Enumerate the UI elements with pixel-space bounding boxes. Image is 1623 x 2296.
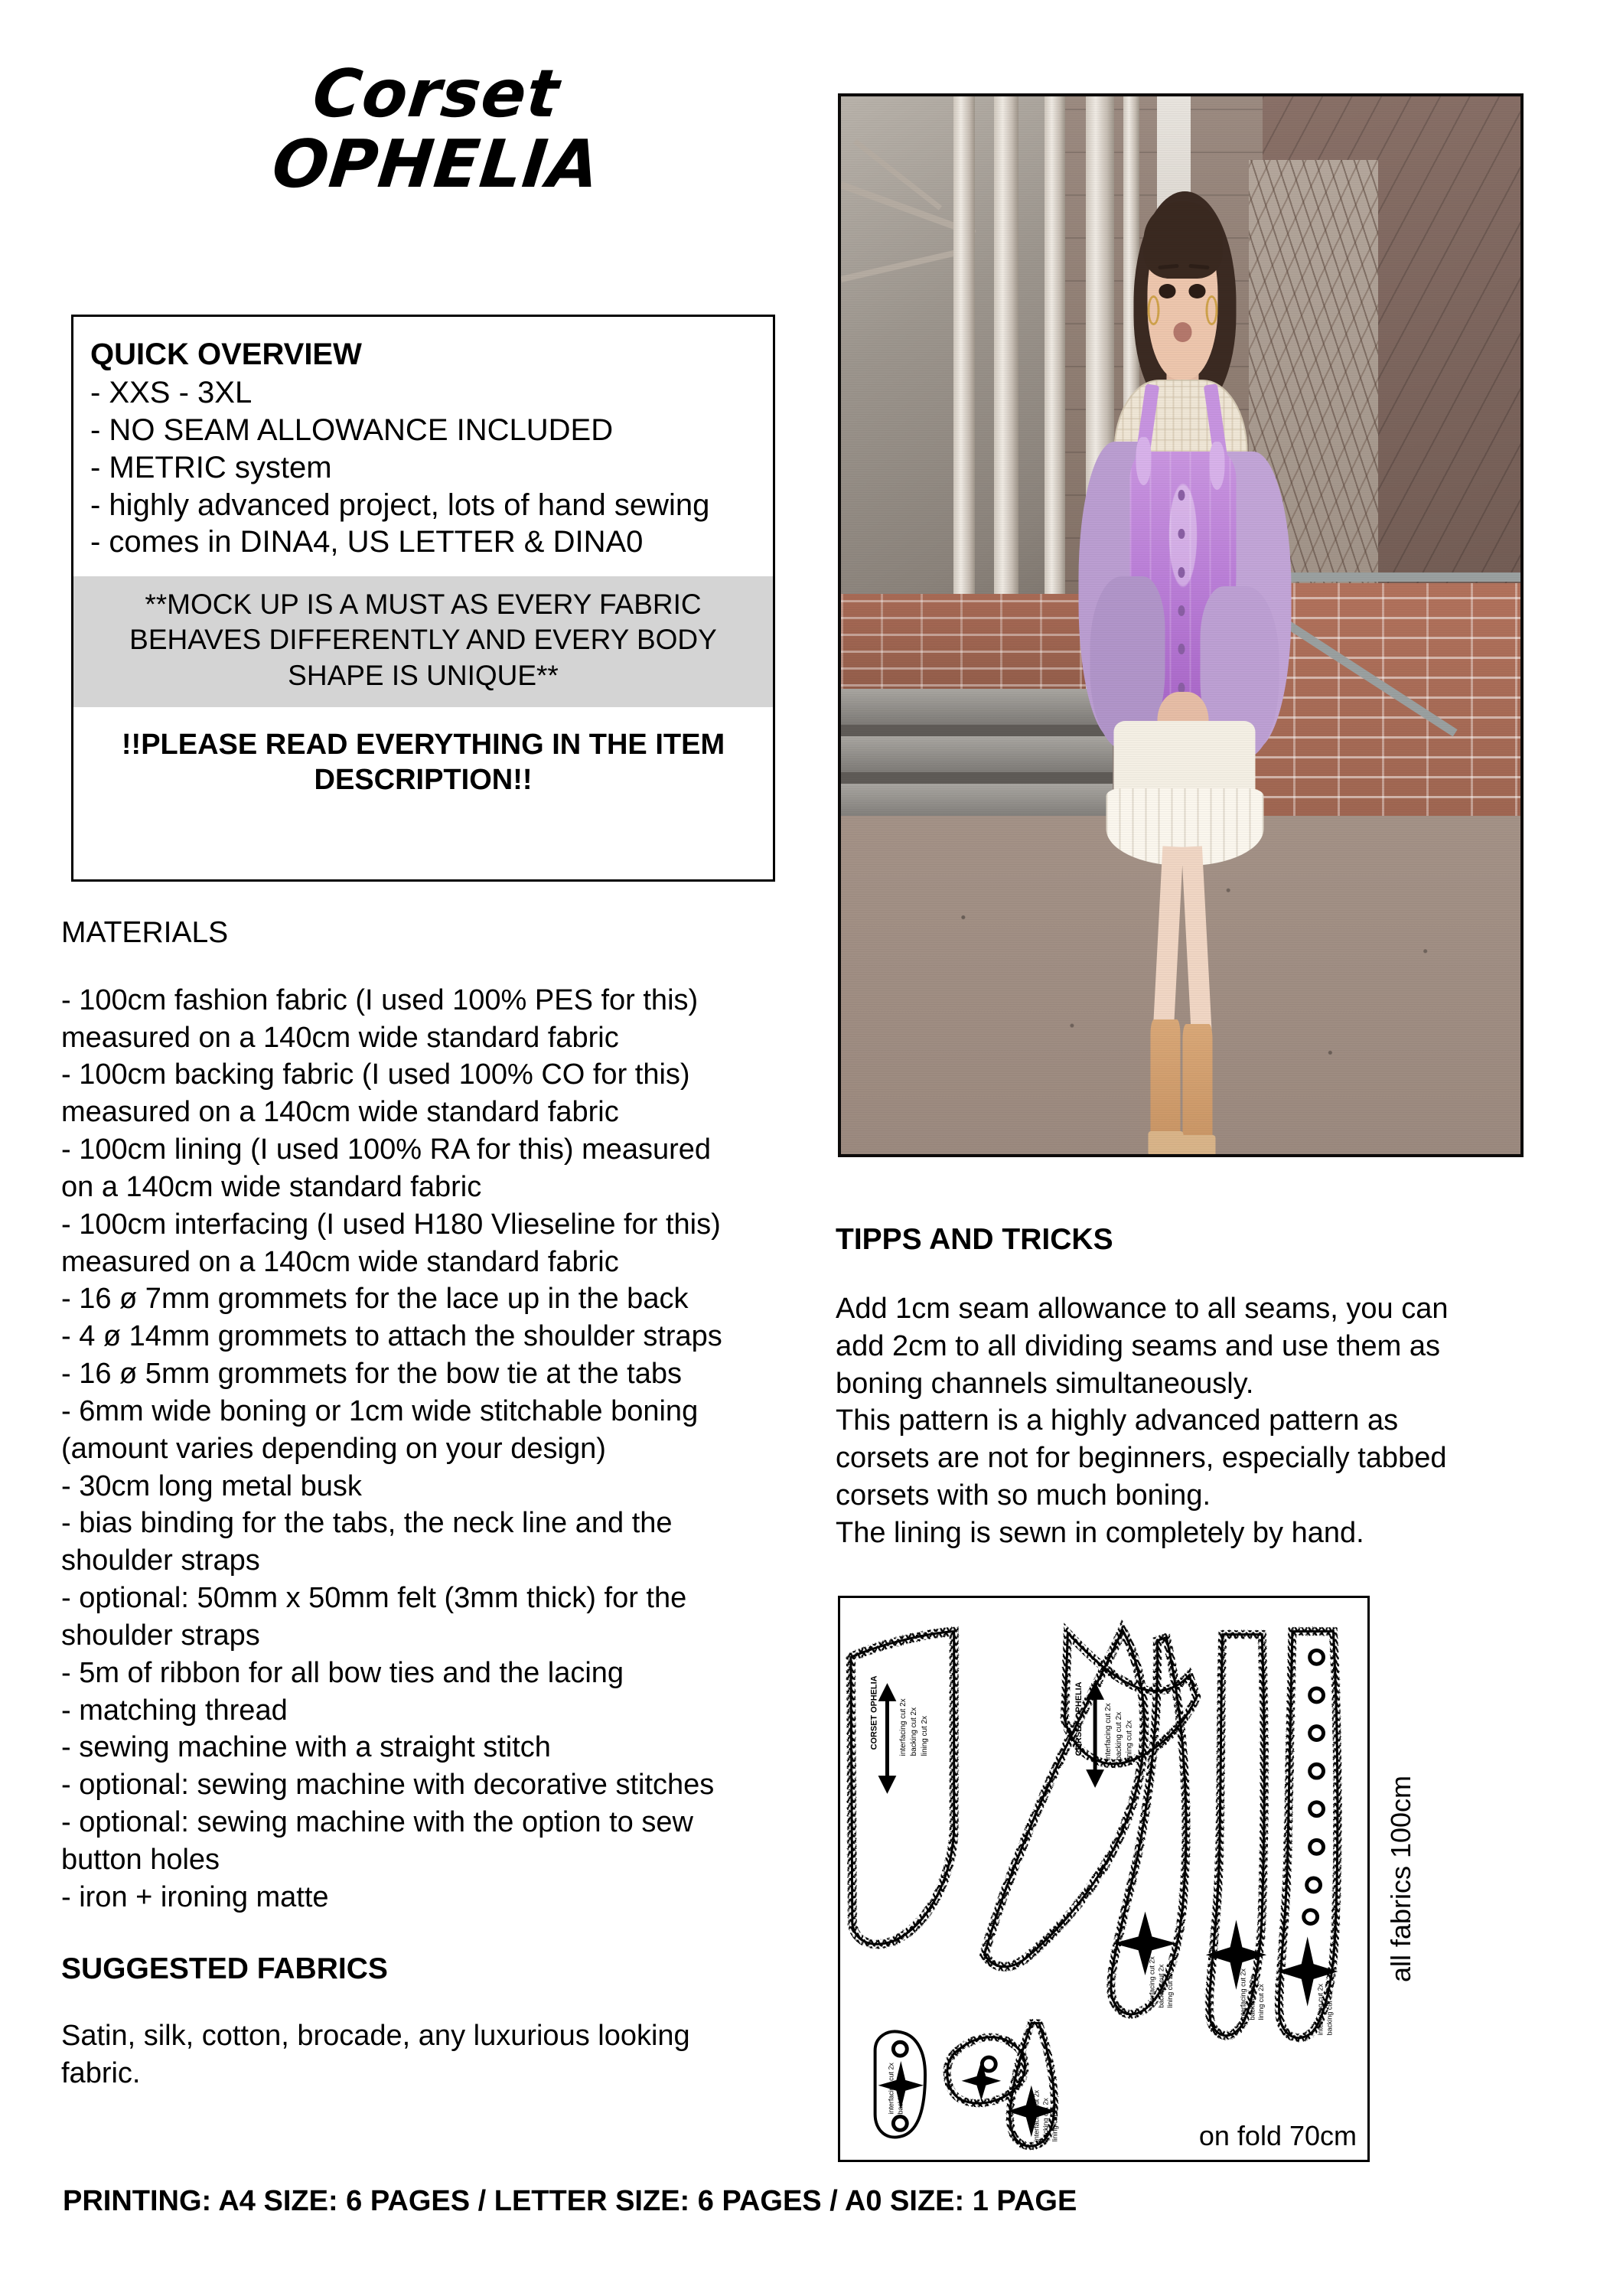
page-title <box>153 56 719 203</box>
quick-overview-box <box>71 315 775 882</box>
svg-text:backing cut 2x: backing cut 2x <box>910 1707 919 1756</box>
model-lips <box>1174 322 1192 341</box>
model-boot-platform <box>1148 1131 1183 1154</box>
model-shoulder-bow <box>1209 442 1225 490</box>
model-boot-platform <box>1180 1135 1215 1154</box>
model-corset-button <box>1178 490 1185 501</box>
materials-line: - 100cm fashion fabric (I used 100% PES for this) <box>61 983 699 1016</box>
all-fabrics-label <box>1378 1596 1424 2162</box>
model-corset-button <box>1178 567 1185 578</box>
title-line-ophelia: OPHELIA <box>269 126 604 203</box>
materials-line: - 30cm long metal busk <box>61 1469 362 1502</box>
mockup-warning-line: SHAPE IS UNIQUE** <box>288 659 559 691</box>
svg-text:backing cut 2x: backing cut 2x <box>1114 1711 1123 1761</box>
materials-line: button holes <box>61 1843 220 1876</box>
model-eye <box>1188 284 1206 298</box>
read-description-line: DESCRIPTION!! <box>314 764 533 797</box>
svg-text:interfacing cut 2x: interfacing cut 2x <box>887 2063 895 2115</box>
quick-overview-heading: QUICK OVERVIEW <box>90 338 362 371</box>
pattern-layout-diagram <box>838 1596 1442 2162</box>
model-leg <box>1152 846 1183 1049</box>
model-corset-button <box>1178 529 1185 540</box>
svg-text:backing cut 2x: backing cut 2x <box>1248 1976 1256 2020</box>
tipps-line: This pattern is a highly advanced pattern as <box>836 1404 1399 1437</box>
materials-line: (amount varies depending on your design) <box>61 1432 606 1465</box>
svg-text:interfacing cut 2x: interfacing cut 2x <box>1032 2089 1041 2142</box>
read-description-notice <box>95 727 751 798</box>
materials-line: - 16 ø 5mm grommets for the bow tie at the tabs <box>61 1358 682 1391</box>
svg-text:interfacing cut 2x: interfacing cut 2x <box>1148 1956 1156 2008</box>
tipps-and-tricks-section <box>836 1223 1570 1552</box>
on-fold-label: on fold 70cm <box>1198 2120 1357 2151</box>
model-boot <box>1182 1024 1212 1149</box>
model-earring <box>1148 295 1160 325</box>
svg-text:backing cut 2x: backing cut 2x <box>1325 1991 1334 2036</box>
materials-line: - optional: sewing machine with the option to sew <box>61 1806 693 1839</box>
materials-line: on a 140cm wide standard fabric <box>61 1170 482 1203</box>
tipps-line: Add 1cm seam allowance to all seams, you can <box>836 1293 1449 1325</box>
pattern-pieces-svg <box>840 1598 1367 2160</box>
pattern-layout-box <box>838 1596 1370 2162</box>
mockup-warning-banner <box>73 576 773 707</box>
tipps-line: The lining is sewn in completely by hand. <box>836 1516 1364 1549</box>
overview-item: - highly advanced project, lots of hand sewing <box>90 488 710 522</box>
svg-text:lining cut 2x: lining cut 2x <box>1166 1971 1175 2008</box>
materials-heading: MATERIALS <box>61 916 229 949</box>
read-description-line: !!PLEASE READ EVERYTHING IN THE ITEM <box>121 728 725 761</box>
suggested-fabrics-heading: SUGGESTED FABRICS <box>61 1952 388 1985</box>
tipps-and-tricks-heading: TIPPS AND TRICKS <box>836 1223 1113 1256</box>
svg-text:lining cut 2x: lining cut 2x <box>1051 2105 1059 2142</box>
all-fabrics-label-text: all fabrics 100cm <box>1385 1775 1416 1983</box>
svg-text:interfacing cut 2x: interfacing cut 2x <box>1103 1703 1113 1761</box>
overview-item: - comes in DINA4, US LETTER & DINA0 <box>90 525 644 559</box>
materials-line: shoulder straps <box>61 1544 260 1577</box>
model-corset-button <box>1178 644 1185 654</box>
materials-line: - 100cm backing fabric (I used 100% CO for this) <box>61 1058 690 1091</box>
svg-text:interfacing cut 2x: interfacing cut 2x <box>1239 1968 1247 2020</box>
svg-text:CORSET OPHELIA: CORSET OPHELIA <box>869 1675 879 1750</box>
materials-line: - 4 ø 14mm grommets to attach the shoulder straps <box>61 1320 722 1353</box>
materials-line: measured on a 140cm wide standard fabric <box>61 1021 619 1054</box>
model-eye <box>1159 284 1176 298</box>
svg-text:interfacing cut 2x: interfacing cut 2x <box>1316 1983 1325 2036</box>
materials-line: - 5m of ribbon for all bow ties and the lacing <box>61 1656 624 1689</box>
suggested-fabrics-line: fabric. <box>61 2057 141 2090</box>
svg-text:backing cut 2x: backing cut 2x <box>1157 1964 1165 2008</box>
materials-line: - 6mm wide boning or 1cm wide stitchable boning <box>61 1394 699 1427</box>
svg-text:lining cut 2x: lining cut 2x <box>921 1715 930 1756</box>
model-corset-button <box>1178 605 1185 616</box>
overview-item: - METRIC system <box>90 450 332 484</box>
materials-line: shoulder straps <box>61 1619 260 1652</box>
model-shoulder-bow <box>1136 437 1152 485</box>
materials-line: - 100cm lining (I used 100% RA for this) measured <box>61 1133 712 1166</box>
model-boot <box>1150 1019 1180 1144</box>
mockup-warning-line: BEHAVES DIFFERENTLY AND EVERY BODY <box>129 624 717 656</box>
materials-line: - 16 ø 7mm grommets for the lace up in the back <box>61 1283 689 1316</box>
materials-line: - optional: 50mm x 50mm felt (3mm thick) for the <box>61 1582 687 1615</box>
svg-text:lining cut 2x: lining cut 2x <box>1125 1720 1134 1761</box>
model-earring <box>1206 295 1218 325</box>
model-figure <box>983 191 1377 1154</box>
materials-line: - bias binding for the tabs, the neck line and the <box>61 1507 673 1540</box>
overview-item: - NO SEAM ALLOWANCE INCLUDED <box>90 413 614 447</box>
model-photo <box>838 93 1524 1157</box>
left-column <box>61 915 796 2092</box>
svg-text:lining cut 2x: lining cut 2x <box>1257 1984 1266 2020</box>
materials-line: measured on a 140cm wide standard fabric <box>61 1096 619 1129</box>
suggested-fabrics-line: Satin, silk, cotton, brocade, any luxurious looking <box>61 2020 690 2053</box>
title-line-corset: Corset <box>309 56 563 132</box>
materials-line: - matching thread <box>61 1694 288 1727</box>
svg-text:interfacing cut 2x: interfacing cut 2x <box>899 1698 908 1756</box>
tipps-line: boning channels simultaneously. <box>836 1367 1254 1400</box>
model-photo-content <box>841 96 1520 1154</box>
overview-item: - XXS - 3XL <box>90 376 253 410</box>
mockup-warning-line: **MOCK UP IS A MUST AS EVERY FABRIC <box>145 589 702 621</box>
materials-line: - sewing machine with a straight stitch <box>61 1731 551 1764</box>
tipps-line: add 2cm to all dividing seams and use them as <box>836 1329 1440 1362</box>
tipps-line: corsets are not for beginners, especially tabbed <box>836 1442 1447 1475</box>
model-hair-top <box>1143 201 1222 279</box>
printing-info: PRINTING: A4 SIZE: 6 PAGES / LETTER SIZE: 6 PAGES / A0 SIZE: 1 PAGE <box>63 2185 1077 2217</box>
tipps-line: corsets with so much boning. <box>836 1479 1211 1512</box>
materials-line: measured on a 140cm wide standard fabric <box>61 1245 619 1278</box>
materials-line: - optional: sewing machine with decorative stitches <box>61 1769 715 1802</box>
svg-text:backing cut 2x: backing cut 2x <box>896 2070 904 2115</box>
materials-line: - 100cm interfacing (I used H180 Vlieseline for this) <box>61 1208 721 1241</box>
model-leg <box>1181 846 1212 1039</box>
materials-line: - iron + ironing matte <box>61 1880 329 1913</box>
svg-text:CORSET OPHELIA: CORSET OPHELIA <box>1074 1681 1084 1756</box>
svg-text:backing cut 2x: backing cut 2x <box>1041 2098 1050 2142</box>
